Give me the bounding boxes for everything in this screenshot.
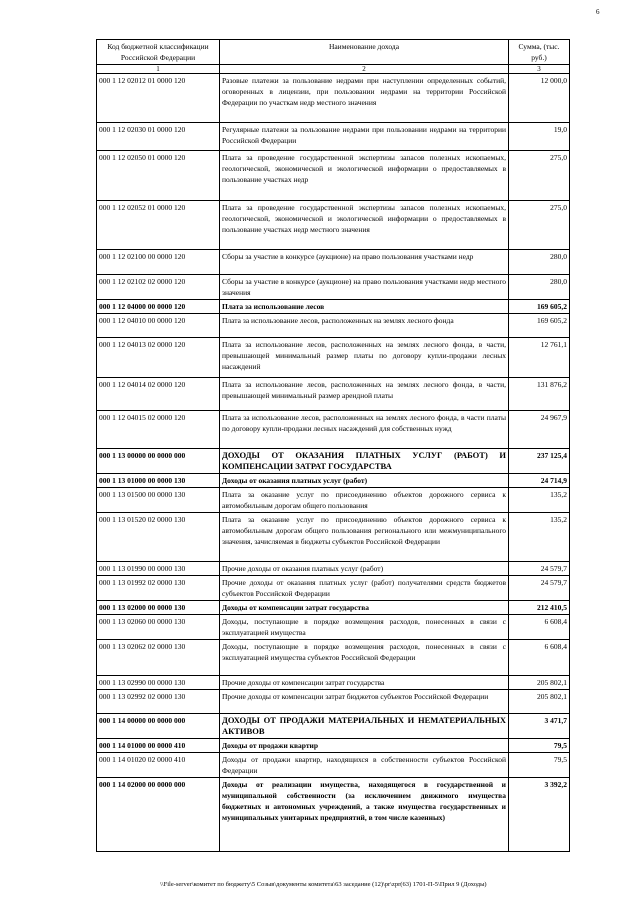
row-code: 000 1 13 02990 00 0000 130	[97, 676, 220, 690]
row-name: Доходы от компенсации затрат государства	[220, 601, 509, 615]
row-name: Доходы от реализации имущества, находящегося в государственной и муниципальной собственности (за исключением движимого имущества бюджетных и автономных учреждений, а также имущества государственных и муниципальных унитарных предприятий, в том числе казенных)	[220, 778, 509, 852]
row-code: 000 1 13 01500 00 0000 130	[97, 488, 220, 513]
row-name: Регулярные платежи за пользование недрами при пользовании недрами на территории Российской Федерации	[220, 123, 509, 151]
row-name: Сборы за участие в конкурсе (аукционе) на право пользования участками недр	[220, 250, 509, 275]
row-amount: 24 579,7	[509, 562, 570, 576]
row-code: 000 1 12 02030 01 0000 120	[97, 123, 220, 151]
row-amount: 135,2	[509, 513, 570, 562]
column-number-row	[97, 65, 570, 74]
column-number: 3	[509, 65, 570, 74]
row-code: 000 1 14 01000 00 0000 410	[97, 739, 220, 753]
row-code: 000 1 13 02000 00 0000 130	[97, 601, 220, 615]
table-row	[97, 474, 570, 488]
table-row	[97, 562, 570, 576]
row-amount: 237 125,4	[509, 449, 570, 474]
table-row	[97, 201, 570, 250]
row-code: 000 1 13 00000 00 0000 000	[97, 449, 220, 474]
table-row	[97, 250, 570, 275]
table-row	[97, 449, 570, 474]
row-amount: 280,0	[509, 250, 570, 275]
row-name: Плата за использование лесов, расположенных на землях лесного фонда, в части, превышающей минимальный размер платы по договору купли-продажи лесных насаждений	[220, 338, 509, 378]
row-name: Прочие доходы от компенсации затрат бюджетов субъектов Российской Федерации	[220, 690, 509, 714]
row-amount: 12 761,1	[509, 338, 570, 378]
file-path-footer: \\File-server\комитет по бюджету\5 Созыв\документы комитета\63 заседание (12)\pr\zpr(63) 1701-П-5\Прил 9 (Доходы)	[160, 881, 487, 888]
row-amount: 3 392,2	[509, 778, 570, 852]
row-code: 000 1 12 02012 01 0000 120	[97, 74, 220, 123]
column-number: 2	[220, 65, 509, 74]
row-amount: 135,2	[509, 488, 570, 513]
row-code: 000 1 13 01520 02 0000 130	[97, 513, 220, 562]
row-code: 000 1 14 01020 02 0000 410	[97, 753, 220, 778]
table-row	[97, 300, 570, 314]
header-code: Код бюджетной классификации Российской Федерации	[97, 40, 220, 65]
row-amount: 169 605,2	[509, 300, 570, 314]
row-name: Разовые платежи за пользование недрами при наступлении определенных событий, оговоренных в лицензии, при пользовании недрами на территории Российской Федерации по участкам недр местного значения	[220, 74, 509, 123]
table-row	[97, 488, 570, 513]
header-amount: Сумма, (тыс. руб.)	[509, 40, 570, 65]
row-name: Плата за проведение государственной экспертизы запасов полезных ископаемых, геологической, экономической и экологической информации о предоставляемых в пользование участках недр	[220, 151, 509, 201]
row-code: 000 1 13 02060 00 0000 130	[97, 615, 220, 640]
row-code: 000 1 13 01000 00 0000 130	[97, 474, 220, 488]
row-code: 000 1 12 04014 02 0000 120	[97, 378, 220, 411]
row-name: Сборы за участие в конкурсе (аукционе) на право пользования участками недр местного значения	[220, 275, 509, 300]
row-code: 000 1 14 00000 00 0000 000	[97, 714, 220, 739]
row-name: Плата за проведение государственной экспертизы запасов полезных ископаемых, геологической, экономической и экологической информации о предоставляемых в пользование участках недр местного значения	[220, 201, 509, 250]
row-name: ДОХОДЫ ОТ ПРОДАЖИ МАТЕРИАЛЬНЫХ И НЕМАТЕРИАЛЬНЫХ АКТИВОВ	[220, 714, 509, 739]
row-amount: 79,5	[509, 739, 570, 753]
row-code: 000 1 12 02052 01 0000 120	[97, 201, 220, 250]
row-name: Плата за использование лесов	[220, 300, 509, 314]
table-row	[97, 640, 570, 676]
row-name: Плата за использование лесов, расположенных на землях лесного фонда, в части платы по договору купли-продажи лесных насаждений для собственных нужд	[220, 411, 509, 449]
row-name: Прочие доходы от компенсации затрат государства	[220, 676, 509, 690]
table-row	[97, 753, 570, 778]
table-row	[97, 615, 570, 640]
row-name: Доходы от оказания платных услуг (работ)	[220, 474, 509, 488]
row-amount: 212 410,5	[509, 601, 570, 615]
row-amount: 205 802,1	[509, 676, 570, 690]
row-code: 000 1 12 04015 02 0000 120	[97, 411, 220, 449]
row-name: ДОХОДЫ ОТ ОКАЗАНИЯ ПЛАТНЫХ УСЛУГ (РАБОТ) И КОМПЕНСАЦИИ ЗАТРАТ ГОСУДАРСТВА	[220, 449, 509, 474]
column-number: 1	[97, 65, 220, 74]
table-row	[97, 275, 570, 300]
table-row	[97, 676, 570, 690]
row-name: Плата за использование лесов, расположенных на землях лесного фонда	[220, 314, 509, 338]
row-code: 000 1 12 02102 02 0000 120	[97, 275, 220, 300]
row-code: 000 1 13 01990 00 0000 130	[97, 562, 220, 576]
table-row	[97, 778, 570, 852]
table-row	[97, 151, 570, 201]
table-row	[97, 123, 570, 151]
header-name: Наименование дохода	[220, 40, 509, 65]
table-row	[97, 739, 570, 753]
row-amount: 24 579,7	[509, 576, 570, 601]
row-amount: 79,5	[509, 753, 570, 778]
row-code: 000 1 13 02992 02 0000 130	[97, 690, 220, 714]
row-amount: 131 876,2	[509, 378, 570, 411]
table-row	[97, 601, 570, 615]
page-number: 6	[596, 8, 600, 16]
row-amount: 6 608,4	[509, 640, 570, 676]
row-amount: 169 605,2	[509, 314, 570, 338]
row-name: Прочие доходы от оказания платных услуг (работ) получателями средств бюджетов субъектов Российской Федерации	[220, 576, 509, 601]
row-code: 000 1 12 02050 01 0000 120	[97, 151, 220, 201]
row-name: Доходы, поступающие в порядке возмещения расходов, понесенных в связи с эксплуатацией имущества	[220, 615, 509, 640]
table-header-row	[97, 40, 570, 65]
row-code: 000 1 12 02100 00 0000 120	[97, 250, 220, 275]
row-name: Прочие доходы от оказания платных услуг (работ)	[220, 562, 509, 576]
table-row	[97, 314, 570, 338]
row-code: 000 1 14 02000 00 0000 000	[97, 778, 220, 852]
row-name: Доходы от продажи квартир	[220, 739, 509, 753]
row-name: Доходы, поступающие в порядке возмещения расходов, понесенных в связи с эксплуатацией имущества субъектов Российской Федерации	[220, 640, 509, 676]
revenue-table	[96, 39, 570, 852]
row-code: 000 1 13 02062 02 0000 130	[97, 640, 220, 676]
table-row	[97, 690, 570, 714]
row-amount: 275,0	[509, 151, 570, 201]
table-row	[97, 378, 570, 411]
row-amount: 3 471,7	[509, 714, 570, 739]
row-amount: 12 000,0	[509, 74, 570, 123]
row-code: 000 1 12 04000 00 0000 120	[97, 300, 220, 314]
row-name: Плата за оказание услуг по присоединению объектов дорожного сервиса к автомобильным дорогам общего пользования регионального или межмуниципального значения, зачисляемая в бюджеты субъектов Российской Федерации	[220, 513, 509, 562]
table-row	[97, 714, 570, 739]
table-row	[97, 338, 570, 378]
row-amount: 275,0	[509, 201, 570, 250]
row-amount: 6 608,4	[509, 615, 570, 640]
table-row	[97, 74, 570, 123]
row-name: Плата за использование лесов, расположенных на землях лесного фонда, в части, превышающей минимальный размер арендной платы	[220, 378, 509, 411]
table-row	[97, 513, 570, 562]
row-code: 000 1 13 01992 02 0000 130	[97, 576, 220, 601]
table-row	[97, 576, 570, 601]
row-amount: 24 967,9	[509, 411, 570, 449]
row-name: Доходы от продажи квартир, находящихся в собственности субъектов Российской Федерации	[220, 753, 509, 778]
row-amount: 205 802,1	[509, 690, 570, 714]
row-name: Плата за оказание услуг по присоединению объектов дорожного сервиса к автомобильным дорогам общего пользования	[220, 488, 509, 513]
row-amount: 19,0	[509, 123, 570, 151]
table-row	[97, 411, 570, 449]
row-code: 000 1 12 04010 00 0000 120	[97, 314, 220, 338]
row-amount: 24 714,9	[509, 474, 570, 488]
row-code: 000 1 12 04013 02 0000 120	[97, 338, 220, 378]
row-amount: 280,0	[509, 275, 570, 300]
